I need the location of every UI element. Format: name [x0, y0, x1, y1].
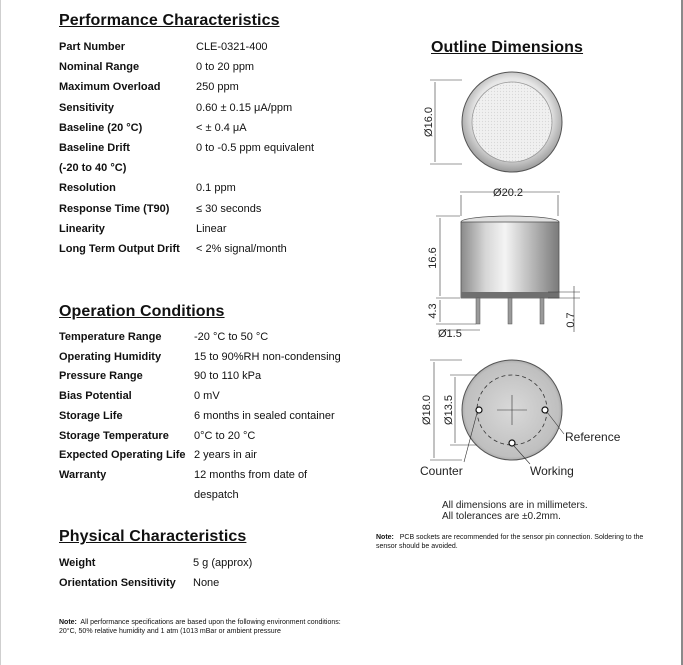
dim-top-diameter: Ø16.0 — [423, 107, 435, 137]
spec-value: 250 ppm — [196, 81, 239, 94]
spec-label: Baseline (20 °C) — [59, 121, 143, 134]
spec-value: 0°C to 20 °C — [194, 429, 256, 442]
spec-value: -20 °C to 50 °C — [194, 331, 269, 343]
spec-label: Warranty — [59, 468, 107, 481]
spec-label: Nominal Range — [59, 61, 140, 74]
dim-outer-diameter: Ø18.0 — [421, 395, 433, 425]
spec-value: < ± 0.4 μA — [196, 121, 247, 134]
physical-title: Physical Characteristics — [59, 528, 247, 545]
spec-label: Response Time (T90) — [59, 202, 170, 215]
units-note-1: All dimensions are in millimeters. — [442, 500, 588, 511]
side-view — [427, 187, 580, 340]
spec-label: Temperature Range — [59, 331, 162, 343]
pcb-note — [376, 533, 646, 551]
performance-title: Performance Characteristics — [59, 12, 280, 29]
spec-label: Baseline Drift — [59, 142, 130, 154]
spec-value: 0.60 ± 0.15 μA/ppm — [196, 101, 293, 114]
working-label: Working — [530, 464, 574, 478]
page-left-edge — [0, 0, 1, 665]
reference-label: Reference — [565, 430, 621, 444]
spec-value: None — [193, 576, 220, 589]
spec-value: 12 months from date of — [194, 468, 308, 481]
dim-body-diameter: Ø20.2 — [493, 187, 523, 199]
spec-label: Maximum Overload — [59, 81, 161, 94]
dim-pin-end: 0.7 — [565, 312, 577, 328]
spec-value: 5 g (approx) — [193, 557, 253, 569]
units-note-2: All tolerances are ±0.2mm. — [442, 511, 561, 522]
counter-label: Counter — [420, 464, 463, 478]
spec-value: 0 mV — [194, 390, 220, 403]
spec-label: Orientation Sensitivity — [59, 576, 176, 589]
spec-label: Storage Life — [59, 409, 123, 422]
spec-value: CLE-0321-400 — [196, 41, 268, 53]
pin — [540, 298, 544, 324]
spec-value: ≤ 30 seconds — [196, 202, 262, 215]
spec-label: Resolution — [59, 182, 116, 195]
outline-diagram — [400, 30, 640, 530]
note-text: All performance specifications are based upon the following environment conditions: 20°C, 50% relative humidity and 1 atm (1013 mBar or ambient pressure — [59, 619, 341, 635]
spec-value: < 2% signal/month — [196, 243, 287, 255]
dim-pin-length: 4.3 — [427, 303, 439, 319]
operation-title: Operation Conditions — [59, 303, 225, 320]
bottom-view — [420, 360, 621, 522]
spec-label: (-20 to 40 °C) — [59, 162, 127, 175]
spec-value: 0 to 20 ppm — [196, 61, 255, 74]
spec-value: 6 months in sealed container — [194, 409, 335, 422]
spec-label: Operating Humidity — [59, 350, 162, 363]
sensor-body — [461, 222, 559, 298]
spec-value: despatch — [194, 488, 239, 501]
counter-pin — [476, 407, 482, 413]
spec-label: Pressure Range — [59, 370, 143, 383]
note-label: Note: — [376, 534, 394, 541]
spec-value: 0 to -0.5 ppm equivalent — [196, 142, 315, 154]
spec-label: Linearity — [59, 222, 105, 235]
spec-value: 2 years in air — [194, 449, 257, 462]
working-pin — [509, 440, 515, 446]
performance-note — [59, 618, 359, 636]
spec-label: Long Term Output Drift — [59, 243, 180, 255]
dim-inner-diameter: Ø13.5 — [443, 395, 455, 425]
spec-label: Bias Potential — [59, 390, 132, 403]
spec-label: Weight — [59, 557, 96, 569]
spec-value: 90 to 110 kPa — [194, 370, 262, 383]
top-mesh-circle — [472, 82, 552, 162]
spec-value: Linear — [196, 222, 227, 235]
spec-label: Part Number — [59, 41, 126, 53]
note-label: Note: — [59, 619, 77, 626]
spec-label: Storage Temperature — [59, 429, 169, 442]
spec-label: Expected Operating Life — [59, 449, 186, 462]
pin — [476, 298, 480, 324]
spec-value: 15 to 90%RH non-condensing — [194, 350, 341, 363]
top-view — [423, 72, 562, 172]
pin — [508, 298, 512, 324]
spec-value: 0.1 ppm — [196, 182, 236, 195]
spec-label: Sensitivity — [59, 101, 115, 114]
note-text: PCB sockets are recommended for the sensor pin connection. Soldering to the sensor should be avoided. — [376, 534, 644, 550]
outline-title: Outline Dimensions — [431, 39, 584, 56]
dim-height: 16.6 — [427, 247, 439, 269]
dim-pin-diameter: Ø1.5 — [438, 328, 462, 340]
